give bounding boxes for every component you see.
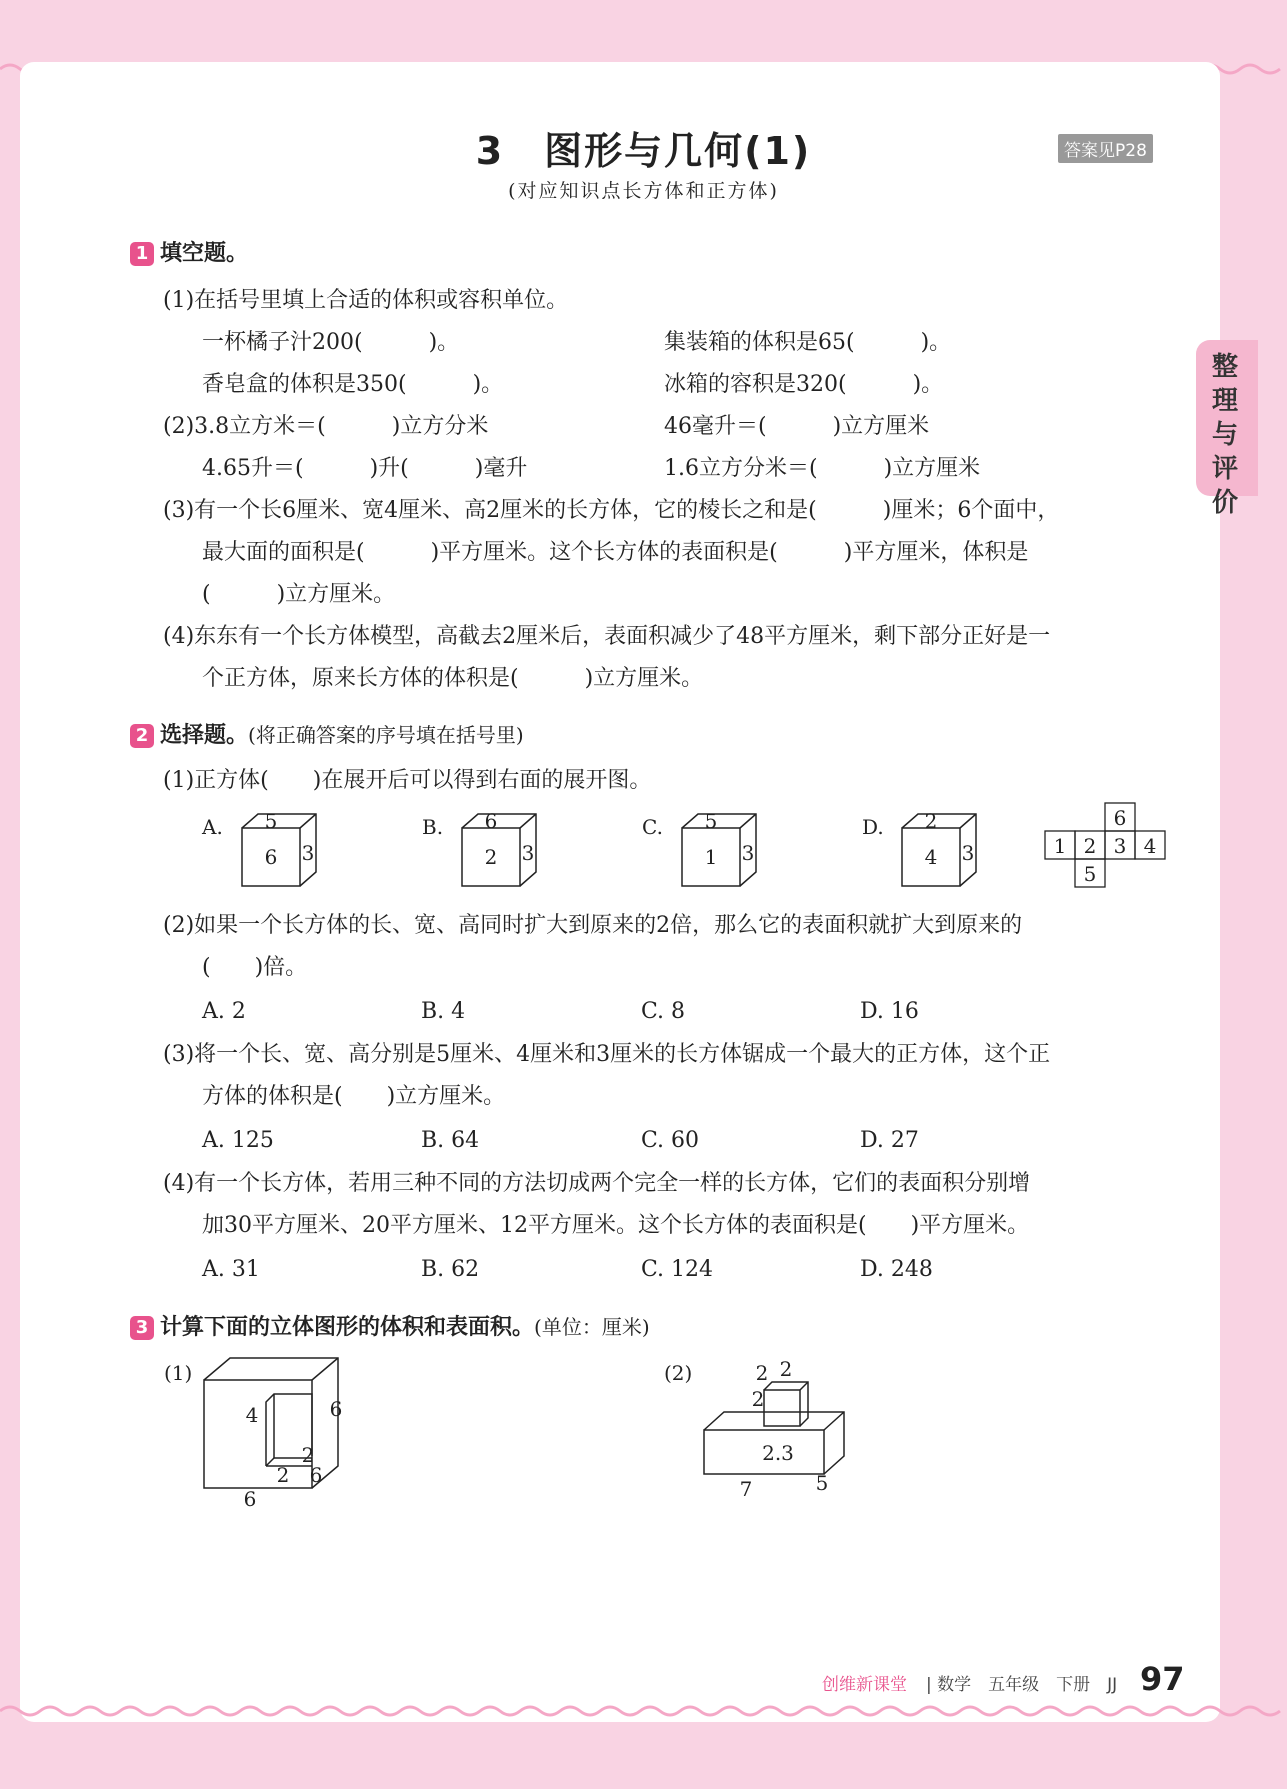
s2-q4-option-c: C. 124 (641, 1257, 714, 1282)
s1-q1-stem: (1)在括号里填上合适的体积或容积单位。 (163, 288, 569, 313)
s2-q4-line2: 加30平方厘米、20平方厘米、12平方厘米。这个长方体的表面积是( )平方厘米。 (202, 1213, 1030, 1238)
section-1-heading (130, 236, 248, 267)
net-cell: 1 (1053, 834, 1067, 858)
cube-side-face: 3 (521, 841, 535, 865)
net-cell-bottom: 5 (1083, 862, 1097, 886)
s2-q2-option-c: C. 8 (641, 999, 686, 1024)
cube-options-figure (200, 808, 980, 898)
section-3-note: (单位：厘米) (534, 1315, 650, 1339)
s1-q1-a: 一杯橘子汁200( )。 (202, 330, 460, 355)
side-tab (1196, 340, 1258, 518)
s1-q2-c: 4.65升＝( )升( )毫升 (202, 456, 528, 481)
s2-q3-option-b: B. 64 (421, 1128, 480, 1153)
s2-q3-option-c: C. 60 (641, 1128, 700, 1153)
answer-reference-badge: 答案见P28 (1058, 134, 1153, 163)
section-3-title: 计算下面的立体图形的体积和表面积。 (160, 1315, 535, 1340)
s1-q2-d: 1.6立方分米＝( )立方厘米 (664, 456, 981, 481)
cube-top-face: 2 (924, 809, 938, 833)
dim-label: 2.3 (762, 1441, 794, 1465)
cube-top-face: 5 (264, 809, 278, 833)
s2-q3-option-a: A. 125 (202, 1128, 274, 1153)
s2-q1-stem: (1)正方体( )在展开后可以得到右面的展开图。 (163, 768, 652, 793)
s2-q2-line2: ( )倍。 (202, 955, 308, 980)
net-cell-top: 6 (1113, 806, 1127, 830)
page-subtitle: (对应知识点长方体和正方体) (508, 180, 779, 202)
section-3-heading (130, 1310, 650, 1341)
s2-q3-line1: (3)将一个长、宽、高分别是5厘米、4厘米和3厘米的长方体锯成一个最大的正方体，这个正 (163, 1042, 1051, 1067)
wavy-border-bottom (0, 1700, 1287, 1722)
cube-option-label: B. (422, 815, 444, 839)
s2-q4-line1: (4)有一个长方体，若用三种不同的方法切成两个完全一样的长方体，它们的表面积分别增 (163, 1171, 1031, 1196)
dim-label: 2 (276, 1463, 290, 1487)
s1-q1-c: 香皂盒的体积是350( )。 (202, 372, 504, 397)
side-tab-label: 整理与评价 (1211, 352, 1238, 518)
section-3-badge: 3 (130, 1316, 154, 1340)
s1-q4-line1: (4)东东有一个长方体模型，高截去2厘米后，表面积减少了48平方厘米，剩下部分正好是一 (163, 624, 1051, 649)
cube-side-face: 3 (961, 841, 975, 865)
s1-q4-line2: 个正方体，原来长方体的体积是( )立方厘米。 (202, 666, 704, 691)
dim-label: 6 (329, 1397, 343, 1421)
section-2-title: 选择题。 (160, 723, 249, 748)
dim-label: 6 (309, 1463, 323, 1487)
s1-q3-line3: ( )立方厘米。 (202, 582, 396, 607)
s2-q2-option-b: B. 4 (421, 999, 466, 1024)
s2-q3-line2: 方体的体积是( )立方厘米。 (202, 1084, 506, 1109)
s2-q2-option-a: A. 2 (202, 999, 246, 1024)
s1-q3-line2: 最大面的面积是( )平方厘米。这个长方体的表面积是( )平方厘米，体积是 (202, 540, 1029, 565)
figure-2-label: (2) (664, 1361, 693, 1385)
cube-front-face: 4 (924, 845, 938, 869)
cube-side-face: 3 (301, 841, 315, 865)
net-cell: 3 (1113, 834, 1127, 858)
page-number: 97 (1140, 1660, 1185, 1698)
figure-1-label: (1) (164, 1361, 193, 1385)
cube-option-label: C. (642, 815, 663, 839)
section-2-note: (将正确答案的序号填在括号里) (248, 723, 524, 747)
cube-net-figure (1044, 802, 1174, 894)
cube-option-d (862, 809, 976, 886)
dim-label: 2 (751, 1387, 765, 1411)
s1-q2-a: (2)3.8立方米＝( )立方分米 (163, 414, 489, 439)
footer-info: | 数学 五年级 下册 JJ (926, 1675, 1118, 1695)
s1-q2-b: 46毫升＝( )立方厘米 (664, 414, 930, 439)
footer-brand: 创维新课堂 (822, 1675, 907, 1695)
dim-label: 5 (815, 1471, 829, 1495)
dim-label: 2 (779, 1357, 793, 1381)
section-1-badge: 1 (130, 242, 154, 266)
dim-label: 2 (755, 1361, 769, 1385)
section-2-heading (130, 718, 524, 749)
cube-option-label: A. (202, 815, 223, 839)
solid-figure-1 (160, 1350, 380, 1510)
net-cell: 4 (1143, 834, 1157, 858)
s2-q3-option-d: D. 27 (860, 1128, 919, 1153)
s1-q1-b: 集装箱的体积是65( )。 (664, 330, 952, 355)
cube-option-a (201, 809, 316, 886)
s2-q4-option-b: B. 62 (421, 1257, 480, 1282)
section-2-badge: 2 (130, 724, 154, 748)
s2-q4-option-a: A. 31 (202, 1257, 260, 1282)
solid-figure-2 (660, 1350, 880, 1510)
cube-front-face: 6 (264, 845, 278, 869)
dim-label: 6 (243, 1487, 257, 1510)
cube-top-face: 5 (704, 809, 718, 833)
dim-label: 4 (245, 1403, 259, 1427)
page-title: 3 图形与几何(1) (475, 129, 812, 173)
cube-option-c (642, 809, 756, 886)
section-1-title: 填空题。 (160, 241, 249, 266)
s2-q2-line1: (2)如果一个长方体的长、宽、高同时扩大到原来的2倍，那么它的表面积就扩大到原来的 (163, 913, 1023, 938)
dim-label: 2 (301, 1443, 315, 1467)
s1-q1-d: 冰箱的容积是320( )。 (664, 372, 944, 397)
cube-side-face: 3 (741, 841, 755, 865)
cube-front-face: 1 (704, 845, 718, 869)
cube-option-label: D. (862, 815, 884, 839)
cube-top-face: 6 (484, 809, 498, 833)
net-cell: 2 (1083, 834, 1097, 858)
s1-q3-line1: (3)有一个长6厘米、宽4厘米、高2厘米的长方体，它的棱长之和是( )厘米；6个面中， (163, 498, 1060, 523)
s2-q2-option-d: D. 16 (860, 999, 919, 1024)
cube-option-b (422, 809, 536, 886)
dim-label: 7 (739, 1477, 753, 1501)
s2-q4-option-d: D. 248 (860, 1257, 933, 1282)
cube-front-face: 2 (484, 845, 498, 869)
